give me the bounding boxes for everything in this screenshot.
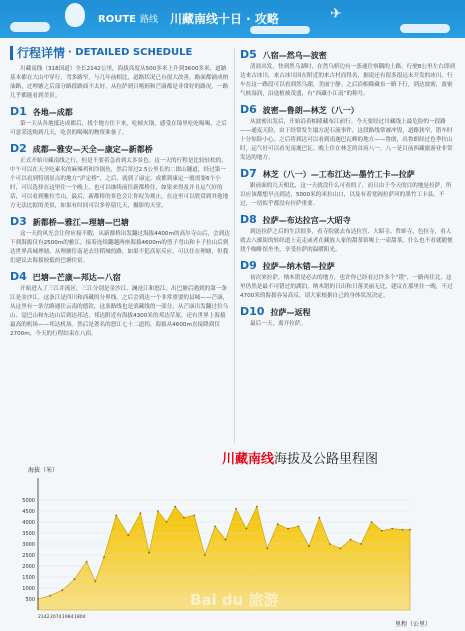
elevation-point — [37, 598, 39, 600]
day-route: 林芝（八一）—工布江达—墨竹工卡—拉萨 — [262, 170, 415, 179]
chart-title: 川藏南线海拔及公路里程图 — [222, 452, 379, 467]
day-block — [240, 167, 455, 209]
x-tick-label: 2142 — [38, 615, 50, 620]
y-tick-label: 1500 — [22, 575, 35, 581]
elevation-point — [61, 589, 63, 591]
elevation-point — [235, 508, 237, 510]
day-description: 最后一天，离开拉萨。 — [250, 321, 306, 327]
day-heading — [240, 167, 455, 180]
day-heading — [10, 105, 230, 118]
day-description: 到达拉萨之后的生活很多，看寺院就去布达拉宫、大昭寺、哲蚌寺、色拉寺，看人就去八廓街的转经道上走走或者在藏族人家的甜茶馆喝上一壶甜茶，什么也不看就随便找个咖啡馆坐坐，享受拉萨的温暖阳光。 — [240, 229, 453, 253]
elevation-point — [183, 517, 185, 519]
day-number: D2 — [10, 142, 27, 155]
day-heading — [10, 215, 230, 228]
elevation-point — [214, 526, 216, 528]
day-number: D4 — [10, 270, 27, 283]
left-day-list — [10, 105, 230, 339]
page-header — [0, 0, 465, 38]
right-column — [240, 44, 455, 332]
day-heading — [240, 48, 455, 61]
x-tick-label: 2074 — [50, 615, 62, 620]
balloon-icon — [65, 3, 85, 27]
elevation-point — [287, 528, 289, 530]
elevation-point — [174, 506, 176, 508]
day-number: D10 — [240, 305, 265, 318]
day-heading — [240, 259, 455, 272]
elevation-point — [86, 561, 88, 563]
day-block — [240, 103, 455, 163]
airplane-icon: ✈ — [330, 6, 342, 22]
day-route: 拉萨—布达拉宫—大昭寺 — [262, 216, 351, 225]
day-heading — [240, 305, 455, 318]
day-route: 波密—鲁朗—林芝（八一） — [262, 106, 359, 115]
day-number: D5 — [240, 48, 257, 61]
elevation-point — [204, 554, 206, 556]
y-tick-label: 2500 — [22, 553, 35, 559]
header-title: 川藏南线十日 · 攻略 — [170, 12, 279, 26]
day-block — [10, 105, 230, 138]
y-tick-label: 2000 — [22, 564, 35, 570]
elevation-chart — [0, 460, 465, 631]
cloud-decoration — [250, 26, 310, 34]
title-bar — [10, 46, 13, 60]
elevation-point — [225, 539, 227, 541]
route-label: ROUTE 路线 — [98, 14, 158, 25]
elevation-point — [115, 515, 117, 517]
y-tick-label: 1000 — [22, 586, 35, 592]
elevation-point — [127, 534, 129, 536]
day-heading — [10, 270, 230, 283]
elevation-point — [166, 521, 168, 523]
watermark: Bai du 旅游 — [190, 591, 279, 609]
day-number: D1 — [10, 105, 27, 118]
elevation-point — [148, 552, 150, 554]
day-route: 新都桥—雅江—理塘—巴塘 — [32, 218, 129, 227]
elevation-point — [409, 529, 411, 531]
day-number: D7 — [240, 167, 257, 180]
day-description: 开始进入了三江并流区，三江分别是金沙江、澜沧江和怒江。出巴塘后遇到的第一条江是金沙江，这条江是四川和西藏的分界线，之后会到达一个非常重要的县城——芒康，从这里有一条岔路通往云南的德钦，这条路线也是滇藏线的一部分。从芒康出发翻过拉乌山、觉巴山和东达山后到达邦达，邦达附近有海拔4300米的邦达草原，还有世界上海拔最高的机场——邦达机场。然后是著名的怒江七十二道拐，海拔从4600m直接降到仅2700m，今天的行程结束在八宿。 — [10, 286, 229, 337]
elevation-point — [103, 556, 105, 558]
y-tick-label: 4000 — [22, 520, 35, 526]
elevation-point — [246, 528, 248, 530]
elevation-point — [94, 581, 96, 583]
day-description: 跟前面的几天相比，这一天就没什么可看的了，而且由于今天的目的地是拉萨，所以应该都想早点到达，5000米的米拉山口，以及有着宽阔拉萨河的墨竹工卡县。不过，一切似乎都没有拉萨重要。 — [240, 183, 452, 207]
y-tick-label: 5000 — [22, 498, 35, 504]
day-heading — [240, 103, 455, 116]
y-tick-label: 500 — [25, 597, 35, 603]
elevation-point — [193, 515, 195, 517]
elevation-point — [74, 578, 76, 580]
day-heading — [10, 142, 230, 155]
day-description: 清晨出发，快到然乌湖时，在然乌桥边有一条通往察隅的土路，行驶8公里左右即到达来古冰川，来古冰川因在附近的来古村而得名，据说还有很多很远未开发的冰川。行车在这一路段可以看到然乌湖，美丽宁静。之后沿帕隆藏布一路下行，到达波密，波密气候湿润，沿途植被茂盛，有“西藏小江南”的称号。 — [240, 64, 455, 97]
day-number: D3 — [10, 215, 27, 228]
elevation-point — [350, 539, 352, 541]
intro-paragraph: 川藏南线（318国道）全长2142公里，海拔高度从500多米上升到3600多米，道路基本都在大山中穿行，弯多路窄，与几年前相比，道路状况已有很大改善，路面都铺成柏油路，过理塘之后部分路段路面不太好。从拉萨到日喀则和芒康都是非常好的路况，一路几乎都能看到美景。 — [10, 66, 229, 99]
day-heading — [240, 213, 455, 226]
day-route: 巴塘—芒康—邦达—八宿 — [32, 273, 121, 282]
elevation-point — [329, 543, 331, 545]
day-route: 成都—雅安—天全—康定—新都桥 — [32, 145, 153, 154]
cloud-decoration — [400, 24, 450, 33]
elevation-point — [277, 523, 279, 525]
y-axis-label: 海拔（米） — [28, 467, 59, 474]
day-route: 拉萨—返程 — [270, 308, 311, 317]
day-block — [240, 48, 455, 99]
elevation-point — [266, 548, 268, 550]
section-title: 行程详情 · DETAILED SCHEDULE — [10, 44, 230, 61]
day-number: D9 — [240, 259, 257, 272]
elevation-point — [256, 506, 258, 508]
elevation-point — [402, 529, 404, 531]
column-divider — [234, 48, 235, 443]
day-block — [10, 142, 230, 211]
y-tick-label: 3500 — [22, 531, 35, 537]
elevation-point — [318, 517, 320, 519]
day-description: 正式开始川藏南线之行。但是不要着急看到太多景色。这一天的行程是比较轻松的，中午可以在天全吃素名的麻辣鸡和冷锅鱼，然后穿过2.5公里长的二郎山隧道，经过第一个可以看到特别景点的地方“泸定桥”，之后，就到了康定，成都到康定一般需要6个小时，可以选择在这里住一个晚上。也可以继续前往新都桥住，如果来得及并且运气好的话，可以看到雅拉雪山，最后，新都桥的景色会让你叹为观止，在这里可以欣赏到其他地方无法比拟的美景，如果有时间可以多停留几天，摄影的天堂。 — [10, 158, 229, 209]
day-description: 初次来拉萨，纳木错是必去的地方，也许你已经看过许多个“错”，一路再往北，这里仍然是最不可错过的湖泊。纳木错的日出和日落美丽无比，建议在那里住一晚，不过4700米的海拔容易高反，请大家根据自己的身体状况决定。 — [240, 275, 453, 299]
elevation-point — [339, 548, 341, 550]
elevation-point — [298, 526, 300, 528]
elevation-point — [360, 543, 362, 545]
day-number: D8 — [240, 213, 257, 226]
day-description: 从波密出发后，开始沿着帕隆藏布江前行。今天要经过川藏线上最危险的一段路——通麦天险，由于经常发生塌方泥石流事件，这段路线常被冲毁，道路狭窄，错车时十分惊险小心。之后将到达可以看到南迦巴瓦峰的地方——鲁朗，出鲁朗经过色季拉山时，运气好可以看见南迦巴瓦。晚上住在林芝的首府八一，八一是目前西藏旅游业非常发达的地方。 — [240, 119, 453, 161]
x-tick-label: 1804 — [74, 615, 86, 620]
day-block — [10, 215, 230, 266]
cloud-decoration — [10, 22, 50, 32]
day-route: 各地—成都 — [32, 108, 73, 117]
day-block — [240, 213, 455, 255]
day-route: 八宿—然乌—波密 — [262, 51, 327, 60]
elevation-point — [157, 510, 159, 512]
day-route: 拉萨—纳木错—拉萨 — [262, 262, 335, 271]
x-tick-label: 1984 — [62, 615, 74, 620]
right-day-list — [240, 48, 455, 329]
elevation-point — [140, 512, 142, 514]
elevation-point — [308, 545, 310, 547]
day-description: 这一天的风光会让你应接不暇，从新都桥出发翻过海拔4400m的高尔寺山后，会到达下到海拔仅有2500m的雅江，接着连续翻越两座海拔4600m的剪子弯山和卡子拉山后到达世界高城理塘。从理塘往南是去往稻城的路，如果不犯高原反应，可以住在理塘，但我们建议去海拔较低的巴塘住宿。 — [10, 231, 230, 264]
day-block — [240, 259, 455, 301]
elevation-point — [381, 530, 383, 532]
day-number: D6 — [240, 103, 257, 116]
y-tick-label: 4500 — [22, 509, 35, 515]
elevation-point — [391, 528, 393, 530]
day-description: 第一天从各地抵达成都后，找个地方住下来，吃顿火锅，感受在锦里吃吃喝喝，之后可意采选购到几天，吃喜的喝喝的物资准备了。 — [10, 121, 227, 136]
elevation-point — [49, 595, 51, 597]
day-block — [10, 270, 230, 339]
left-column — [10, 44, 230, 342]
elevation-point — [371, 521, 373, 523]
y-tick-label: 3000 — [22, 542, 35, 548]
day-block — [240, 305, 455, 329]
x-axis-label: 里程（公里） — [395, 621, 432, 628]
